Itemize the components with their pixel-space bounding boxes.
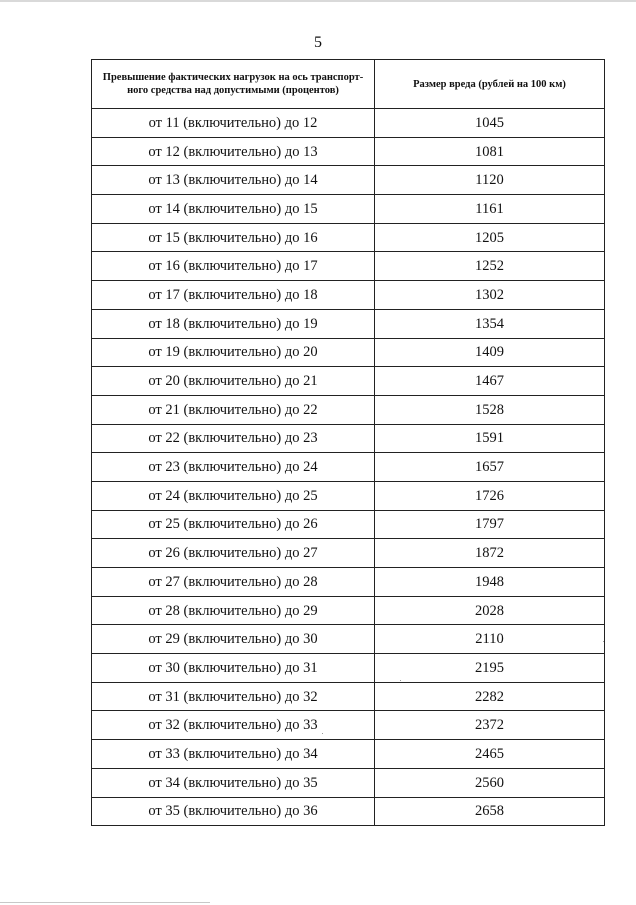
- harm-amount-cell: 1657: [375, 453, 605, 482]
- harm-amount-cell: 1726: [375, 481, 605, 510]
- harm-amount-cell: 2560: [375, 768, 605, 797]
- table-row: [92, 510, 605, 539]
- overload-range-cell: от 24 (включительно) до 25: [92, 481, 375, 510]
- table-row: [92, 768, 605, 797]
- harm-amount-cell: 1528: [375, 395, 605, 424]
- harm-amount-cell: 1161: [375, 195, 605, 224]
- table-row: [92, 797, 605, 826]
- harm-amount-cell: 1081: [375, 137, 605, 166]
- overload-range-cell: от 11 (включительно) до 12: [92, 109, 375, 138]
- overload-range-cell: от 26 (включительно) до 27: [92, 539, 375, 568]
- harm-amount-cell: 1797: [375, 510, 605, 539]
- table-row: [92, 711, 605, 740]
- harm-amount-cell: 1120: [375, 166, 605, 195]
- overload-range-cell: от 31 (включительно) до 32: [92, 682, 375, 711]
- table-row: [92, 338, 605, 367]
- overload-range-cell: от 14 (включительно) до 15: [92, 195, 375, 224]
- overload-range-cell: от 18 (включительно) до 19: [92, 309, 375, 338]
- table-row: [92, 453, 605, 482]
- overload-range-cell: от 25 (включительно) до 26: [92, 510, 375, 539]
- table-row: [92, 166, 605, 195]
- harm-amount-cell: 1948: [375, 568, 605, 597]
- harm-amount-cell: 2282: [375, 682, 605, 711]
- harm-amount-cell: 2195: [375, 654, 605, 683]
- overload-range-cell: от 35 (включительно) до 36: [92, 797, 375, 826]
- bottom-scan-edge: [0, 902, 210, 903]
- harm-amount-cell: 2658: [375, 797, 605, 826]
- table-row: [92, 252, 605, 281]
- overload-range-cell: от 29 (включительно) до 30: [92, 625, 375, 654]
- table-row: [92, 424, 605, 453]
- overload-range-cell: от 19 (включительно) до 20: [92, 338, 375, 367]
- overload-range-cell: от 12 (включительно) до 13: [92, 137, 375, 166]
- overload-range-cell: от 33 (включительно) до 34: [92, 740, 375, 769]
- overload-range-cell: от 16 (включительно) до 17: [92, 252, 375, 281]
- table-row: [92, 195, 605, 224]
- table-body: [92, 109, 605, 826]
- table-row: [92, 596, 605, 625]
- overload-range-cell: от 28 (включительно) до 29: [92, 596, 375, 625]
- table-row: [92, 654, 605, 683]
- header-harm-amount: Размер вреда (рублей на 100 км): [375, 60, 605, 109]
- harm-amount-cell: 1354: [375, 309, 605, 338]
- harm-rate-table: [91, 59, 605, 826]
- harm-amount-cell: 2465: [375, 740, 605, 769]
- overload-range-cell: от 13 (включительно) до 14: [92, 166, 375, 195]
- table-row: [92, 682, 605, 711]
- scan-speck: [603, 641, 604, 642]
- table-header-row: [92, 60, 605, 109]
- harm-amount-cell: 2110: [375, 625, 605, 654]
- top-scan-edge: [0, 0, 636, 2]
- harm-amount-cell: 1467: [375, 367, 605, 396]
- harm-amount-cell: 1205: [375, 223, 605, 252]
- harm-amount-cell: 1302: [375, 281, 605, 310]
- table-row: [92, 568, 605, 597]
- table-row: [92, 625, 605, 654]
- overload-range-cell: от 34 (включительно) до 35: [92, 768, 375, 797]
- table-row: [92, 309, 605, 338]
- harm-amount-cell: 1252: [375, 252, 605, 281]
- table-row: [92, 109, 605, 138]
- header-overload-percent: Превышение фактических нагрузок на ось транспорт-ного средства над допустимыми (процентов): [92, 60, 375, 109]
- table-row: [92, 481, 605, 510]
- scan-speck: [400, 680, 401, 681]
- table-row: [92, 367, 605, 396]
- harm-amount-cell: 2028: [375, 596, 605, 625]
- overload-range-cell: от 23 (включительно) до 24: [92, 453, 375, 482]
- scan-speck: [322, 733, 323, 734]
- table-row: [92, 223, 605, 252]
- page-number: 5: [314, 34, 322, 51]
- table-row: [92, 740, 605, 769]
- harm-amount-cell: 1045: [375, 109, 605, 138]
- table-row: [92, 539, 605, 568]
- harm-amount-cell: 1591: [375, 424, 605, 453]
- overload-range-cell: от 15 (включительно) до 16: [92, 223, 375, 252]
- table-row: [92, 137, 605, 166]
- overload-range-cell: от 27 (включительно) до 28: [92, 568, 375, 597]
- harm-amount-cell: 1409: [375, 338, 605, 367]
- overload-range-cell: от 21 (включительно) до 22: [92, 395, 375, 424]
- overload-range-cell: от 32 (включительно) до 33: [92, 711, 375, 740]
- overload-range-cell: от 20 (включительно) до 21: [92, 367, 375, 396]
- table-row: [92, 281, 605, 310]
- overload-range-cell: от 17 (включительно) до 18: [92, 281, 375, 310]
- harm-amount-cell: 2372: [375, 711, 605, 740]
- table-row: [92, 395, 605, 424]
- harm-amount-cell: 1872: [375, 539, 605, 568]
- overload-range-cell: от 30 (включительно) до 31: [92, 654, 375, 683]
- overload-range-cell: от 22 (включительно) до 23: [92, 424, 375, 453]
